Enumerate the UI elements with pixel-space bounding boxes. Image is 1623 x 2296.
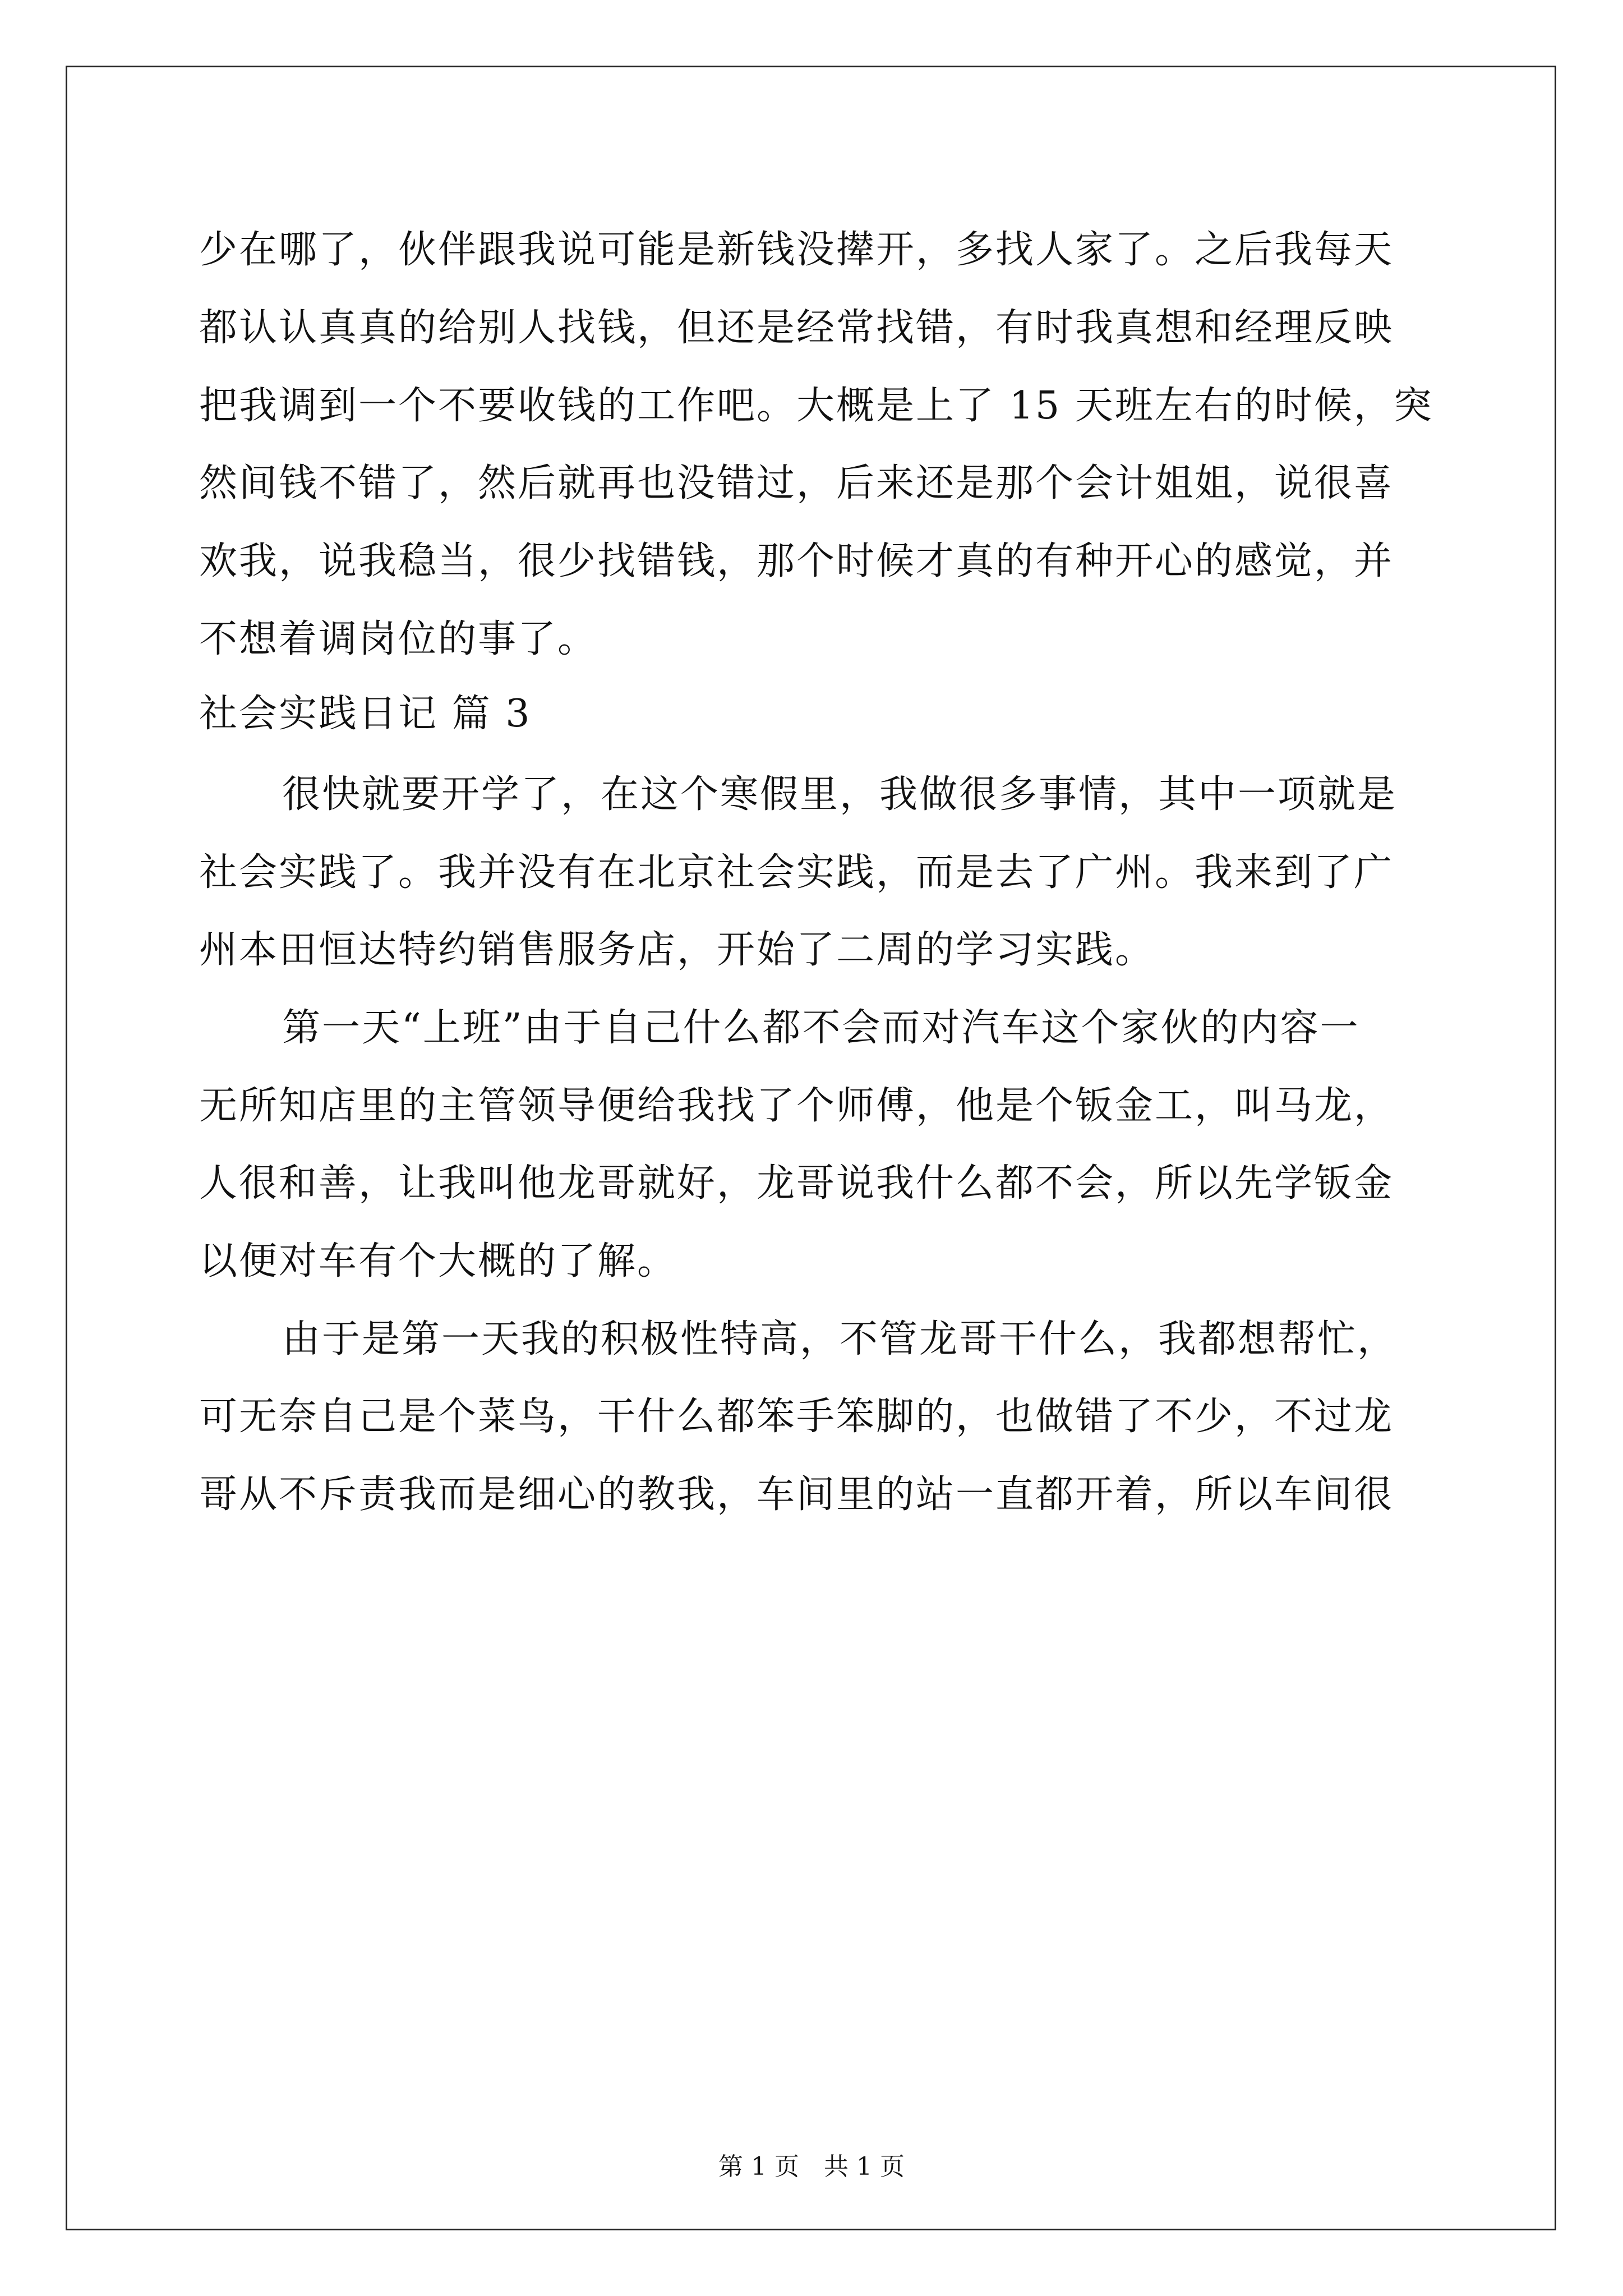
body-line-5: 欢我，说我稳当，很少找错钱，那个时候才真的有种开心的感觉，并 bbox=[199, 539, 1394, 583]
body-line-4: 然间钱不错了，然后就再也没错过，后来还是那个会计姐姐，说很喜 bbox=[199, 461, 1394, 505]
body-line-13: 人很和善，让我叫他龙哥就好，龙哥说我什么都不会，所以先学钣金 bbox=[199, 1161, 1394, 1205]
body-line-12: 无所知店里的主管领导便给我找了个师傅，他是个钣金工，叫马龙， bbox=[199, 1084, 1394, 1128]
body-line-11: 第一天“上班”由于自己什么都不会而对汽车这个家伙的内容一 bbox=[282, 1006, 1360, 1050]
section-heading: 社会实践日记 篇 3 bbox=[199, 692, 532, 736]
body-line-8: 很快就要开学了，在这个寒假里，我做很多事情，其中一项就是 bbox=[282, 772, 1398, 817]
body-line-1: 少在哪了，伙伴跟我说可能是新钱没撵开，多找人家了。之后我每天 bbox=[199, 228, 1394, 272]
body-line-17: 哥从不斥责我而是细心的教我，车间里的站一直都开着，所以车间很 bbox=[199, 1473, 1394, 1517]
body-line-6: 不想着调岗位的事了。 bbox=[199, 617, 598, 661]
page-footer: 第 1 页 共 1 页 bbox=[718, 2152, 905, 2181]
body-line-9: 社会实践了。我并没有在北京社会实践，而是去了广州。我来到了广 bbox=[199, 850, 1394, 895]
body-line-15: 由于是第一天我的积极性特高，不管龙哥干什么，我都想帮忙， bbox=[282, 1317, 1398, 1361]
body-line-2: 都认认真真的给别人找钱，但还是经常找错，有时我真想和经理反映 bbox=[199, 306, 1394, 350]
body-line-10: 州本田恒达特约销售服务店，开始了二周的学习实践。 bbox=[199, 928, 1155, 972]
body-line-14: 以便对车有个大概的了解。 bbox=[199, 1239, 677, 1283]
body-line-3: 把我调到一个不要收钱的工作吧。大概是上了 15 天班左右的时候，突 bbox=[199, 384, 1433, 428]
body-line-16: 可无奈自己是个菜鸟，干什么都笨手笨脚的，也做错了不少，不过龙 bbox=[199, 1395, 1394, 1439]
